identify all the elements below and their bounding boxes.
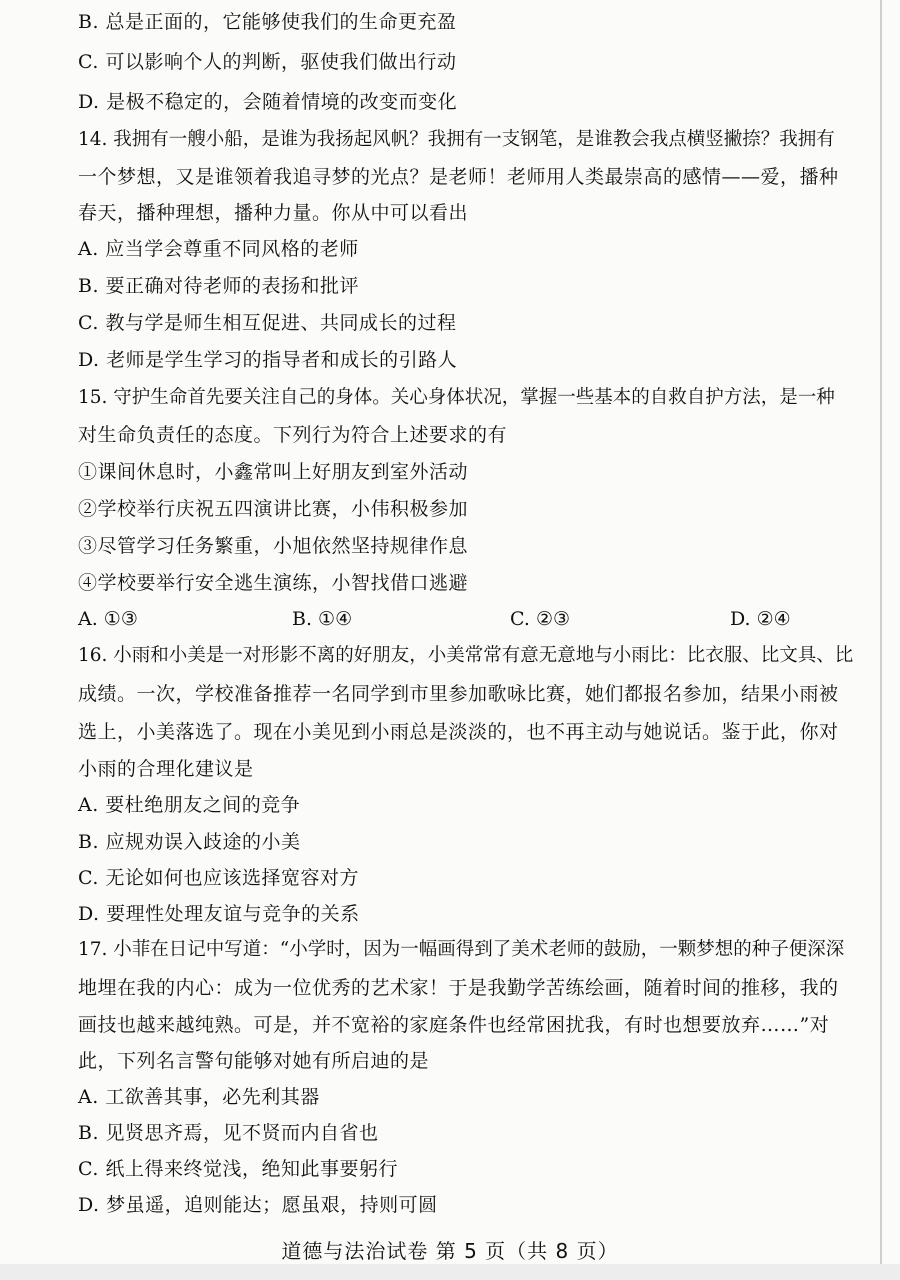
q16-option-b: B. 应规劝误入歧途的小美 — [78, 831, 301, 853]
q17-option-c: C. 纸上得来终觉浅，绝知此事要躬行 — [78, 1158, 398, 1180]
q17-stem-line1: 17. 小菲在日记中写道：“小学时，因为一幅画得到了美术老师的鼓励，一颗梦想的种子便深深 — [78, 939, 845, 960]
q16-stem-line1: 16. 小雨和小美是一对形影不离的好朋友，小美常常有意无意地与小雨比：比衣服、比文具、比 — [78, 645, 854, 666]
q14-option-b: B. 要正确对待老师的表扬和批评 — [78, 275, 360, 297]
q16-stem-line4: 小雨的合理化建议是 — [78, 758, 254, 780]
q16-stem-line2: 成绩。一次，学校准备推荐一名同学到市里参加歌咏比赛，她们都报名参加，结果小雨被 — [78, 683, 839, 705]
q15-option-a: A. ①③ — [78, 608, 138, 630]
q17-option-d: D. 梦虽遥，追则能达；愿虽艰，持则可圆 — [78, 1194, 438, 1216]
q17-option-b: B. 见贤思齐焉，见不贤而内自省也 — [78, 1122, 379, 1144]
q15-option-d: D. ②④ — [730, 608, 791, 630]
q16-option-c: C. 无论如何也应该选择宽容对方 — [78, 867, 359, 889]
q13-option-d: D. 是极不稳定的，会随着情境的改变而变化 — [78, 91, 458, 113]
q17-stem-line4: 此，下列名言警句能够对她有所启迪的是 — [78, 1050, 430, 1072]
scan-bottom-band — [0, 1264, 900, 1280]
q15-stem-line2: 对生命负责任的态度。下列行为符合上述要求的有 — [78, 424, 508, 446]
q14-stem-line3: 春天，播种理想，播种力量。你从中可以看出 — [78, 202, 469, 224]
page-footer: 道德与法治试卷 第 5 页（共 8 页） — [281, 1239, 619, 1263]
q16-stem-line3: 选上，小美落选了。现在小美见到小雨总是淡淡的，也不再主动与她说话。鉴于此，你对 — [78, 721, 839, 743]
q17-stem-line3: 画技也越来越纯熟。可是，并不宽裕的家庭条件也经常困扰我，有时也想要放弃……”对 — [78, 1014, 830, 1036]
q14-option-c: C. 教与学是师生相互促进、共同成长的过程 — [78, 312, 457, 334]
q14-stem-line1: 14. 我拥有一艘小船，是谁为我扬起风帆？我拥有一支钢笔，是谁教会我点横竖撇捺？我拥有 — [78, 129, 835, 150]
q15-stem-line1: 15. 守护生命首先要关注自己的身体。关心身体状况，掌握一些基本的自救自护方法，是一种 — [78, 387, 835, 408]
q17-option-a: A. 工欲善其事，必先利其器 — [78, 1086, 320, 1108]
q13-option-c: C. 可以影响个人的判断，驱使我们做出行动 — [78, 51, 457, 73]
q16-option-a: A. 要杜绝朋友之间的竞争 — [78, 794, 301, 816]
q14-option-a: A. 应当学会尊重不同风格的老师 — [78, 238, 359, 260]
q14-option-d: D. 老师是学生学习的指导者和成长的引路人 — [78, 349, 458, 371]
q13-option-b: B. 总是正面的，它能够使我们的生命更充盈 — [78, 11, 457, 33]
q16-option-d: D. 要理性处理友谊与竞争的关系 — [78, 903, 360, 925]
q14-stem-line2: 一个梦想，又是谁领着我追寻梦的光点？是老师！老师用人类最崇高的感情——爱，播种 — [78, 166, 839, 188]
q15-item-2: ②学校举行庆祝五四演讲比赛，小伟积极参加 — [78, 498, 469, 520]
page-edge-shadow — [880, 0, 882, 1264]
q15-option-c: C. ②③ — [510, 608, 571, 630]
q17-stem-line2: 地埋在我的内心：成为一位优秀的艺术家！于是我勤学苦练绘画，随着时间的推移，我的 — [78, 977, 839, 999]
q15-item-1: ①课间休息时，小鑫常叫上好朋友到室外活动 — [78, 461, 469, 483]
q15-option-b: B. ①④ — [292, 608, 353, 630]
q15-item-3: ③尽管学习任务繁重，小旭依然坚持规律作息 — [78, 535, 469, 557]
q15-item-4: ④学校要举行安全逃生演练，小智找借口逃避 — [78, 572, 469, 594]
